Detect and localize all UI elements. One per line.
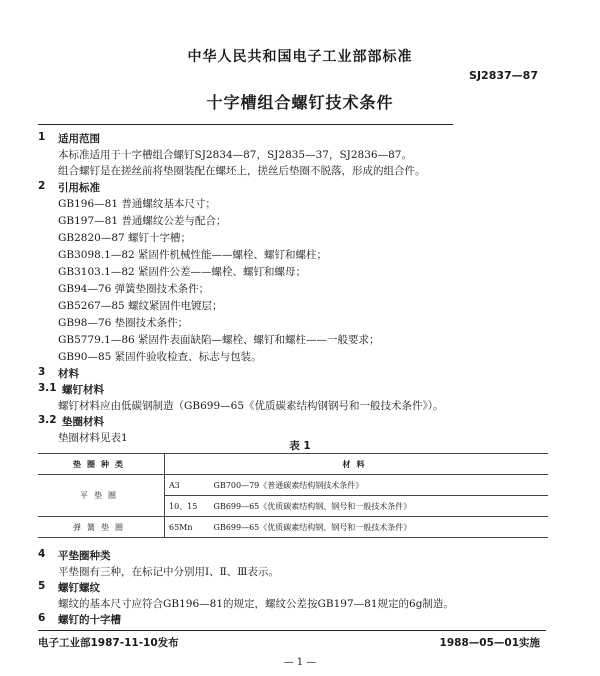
table-header-row <box>38 454 548 475</box>
reference-item: GB3103.1—82 紧固件公差——螺栓、螺钉和螺母； <box>58 266 307 278</box>
reference-item: GB197—81 普通螺纹公差与配合； <box>58 215 227 227</box>
section-3-2-number: 3.2 <box>38 414 57 426</box>
issued-date: 电子工业部1987-11-10发布 <box>38 637 179 649</box>
section-1-paragraph-1: 本标准适用于十字槽组合螺钉SJ2834—87，SJ2835—37，SJ2836—87。 <box>58 149 412 161</box>
section-6-number: 6 <box>38 612 46 624</box>
header-rule <box>38 124 453 125</box>
section-5-title: 螺钉螺纹 <box>58 582 100 594</box>
effective-date: 1988—05—01实施 <box>439 637 540 649</box>
section-2-title: 引用标准 <box>58 182 100 194</box>
reference-item: GB5267—85 螺纹紧固件电镀层； <box>58 300 223 312</box>
table-row <box>38 475 548 496</box>
section-4-text: 平垫圈有三种，在标记中分别用Ⅰ、Ⅱ、Ⅲ表示。 <box>58 566 279 578</box>
footer-rule <box>38 630 546 631</box>
standard-number: SJ2837—87 <box>469 69 538 82</box>
material-standard: GB699—65《优质碳素结构钢、钢号和一般技术条件》 <box>213 522 412 532</box>
material-grade: 10、15 <box>169 501 198 511</box>
table-header-kind: 垫圈种类 <box>38 454 165 475</box>
section-5-text: 螺纹的基本尺寸应符合GB196—81的规定，螺纹公差按GB197—81规定的6g制造。 <box>58 598 454 610</box>
table-cell-material <box>165 496 549 517</box>
section-1-number: 1 <box>38 131 46 143</box>
section-3-1-title: 螺钉材料 <box>62 384 104 396</box>
material-grade: A3 <box>169 480 180 490</box>
reference-item: GB5779.1—86 紧固件表面缺陷—螺栓、螺钉和螺柱——一般要求； <box>58 334 380 346</box>
page-number: — 1 — <box>283 657 317 668</box>
section-3-2-title: 垫圈材料 <box>62 416 104 428</box>
section-3-2-text: 垫圈材料见表1 <box>58 432 128 444</box>
reference-item: GB98—76 垫圈技术条件； <box>58 317 189 329</box>
section-1-paragraph-2: 组合螺钉是在搓丝前将垫圈装配在螺坯上，搓丝后垫圈不脱落，形成的组合件。 <box>58 165 426 177</box>
section-5-number: 5 <box>38 580 46 592</box>
section-4-title: 平垫圈种类 <box>58 550 111 562</box>
section-3-1-number: 3.1 <box>38 382 57 394</box>
table-row <box>38 517 548 538</box>
section-3-number: 3 <box>38 366 46 378</box>
section-6-title: 螺钉的十字槽 <box>58 614 121 626</box>
table-caption: 表 1 <box>289 440 311 452</box>
section-3-title: 材料 <box>58 368 79 380</box>
table-header-material: 材料 <box>165 454 549 475</box>
reference-item: GB3098.1—82 紧固件机械性能——螺栓、螺钉和螺柱； <box>58 249 328 261</box>
table-cell-material <box>165 517 549 538</box>
table-cell-kind-spring: 弹簧垫圈 <box>38 517 165 538</box>
table-1 <box>38 453 548 538</box>
org-title: 中华人民共和国电子工业部部标准 <box>187 49 413 65</box>
reference-item: GB196—81 普通螺纹基本尺寸； <box>58 198 216 210</box>
reference-item: GB90—85 紧固件验收检查、标志与包装。 <box>58 351 262 363</box>
table-cell-material <box>165 475 549 496</box>
section-2-number: 2 <box>38 180 46 192</box>
material-standard: GB699—65《优质碳素结构钢、钢号和一般技术条件》 <box>213 501 412 511</box>
section-3-1-text: 螺钉材料应由低碳钢制造（GB699—65《优质碳素结构钢钢号和一般技术条件》）。 <box>58 400 444 412</box>
section-1-title: 适用范围 <box>58 133 100 145</box>
material-grade: 65Mn <box>169 522 193 532</box>
table-cell-kind-flat: 平垫圈 <box>38 475 165 517</box>
reference-item: GB94—76 弹簧垫圈技术条件； <box>58 283 210 295</box>
section-4-number: 4 <box>38 548 46 560</box>
reference-item: GB2820—87 螺钉十字槽； <box>58 232 192 244</box>
document-title: 十字槽组合螺钉技术条件 <box>206 93 394 112</box>
material-standard: GB700—79《普通碳素结构钢技术条件》 <box>213 480 364 490</box>
